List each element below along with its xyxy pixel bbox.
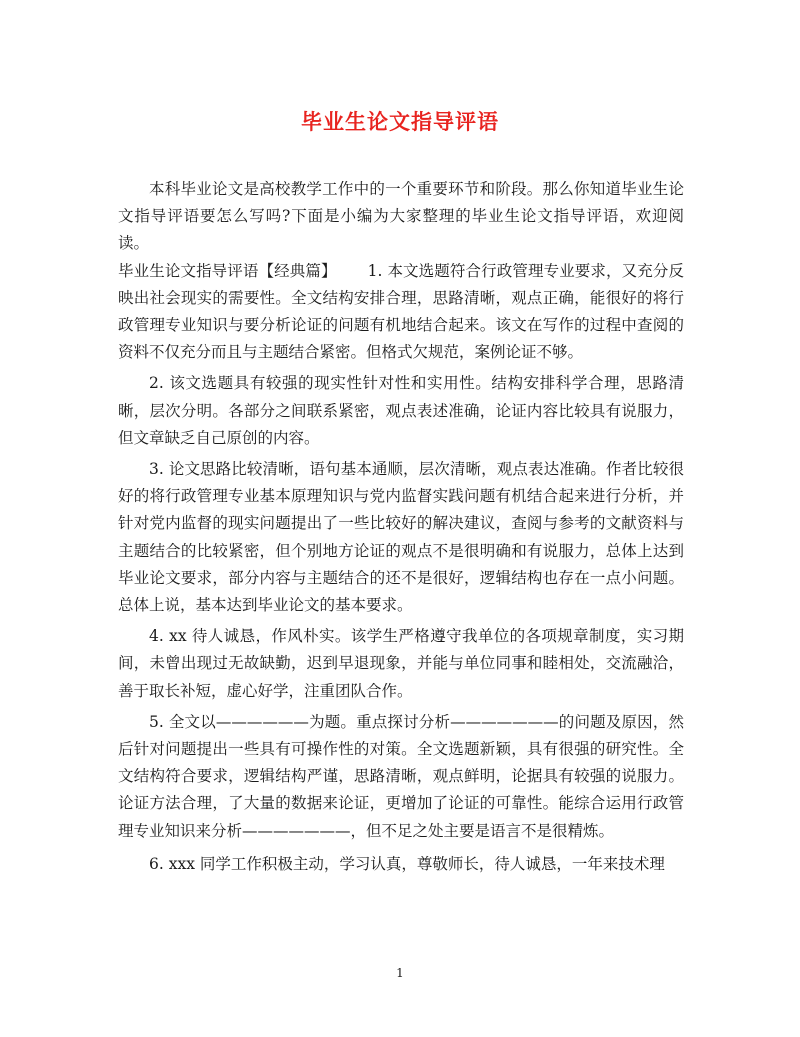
- comment-item-1: 1. 本文选题符合行政管理专业要求，又充分反映出社会现实的需要性。全文结构安排合理，思路清晰，观点正确，能很好的将行政管理专业知识与要分析论证的问题有机地结合起来。该文在写作的过程中查阅的资料不仅充分而且与主题结合紧密。但格式欠规范，案例论证不够。: [118, 261, 684, 362]
- document-title: 毕业生论文指导评语: [301, 109, 499, 134]
- comment-item-5: 5. 全文以——————为题。重点探讨分析———————的问题及原因，然后针对问题提出一些具有可操作性的对策。全文选题新颖，具有很强的研究性。全文结构符合要求，逻辑结构严谨，思路清晰，观点鲜明，论据具有较强的说服力。论证方法合理，了大量的数据来论证，更增加了论证的可靠性。能综合运用行政管理专业知识来分析———————，但不足之处主要是语言不是很精炼。: [118, 712, 684, 840]
- document-body: [118, 176, 684, 878]
- section-paragraph: [118, 258, 684, 367]
- section-heading: 毕业生论文指导评语【经典篇】: [118, 261, 337, 280]
- page-number: 1: [396, 966, 404, 980]
- comment-item-6: 6. xxx 同学工作积极主动，学习认真，尊敬师长，待人诚恳，一年来技术理: [149, 854, 665, 873]
- intro-paragraph: 本科毕业论文是高校教学工作中的一个重要环节和阶段。那么你知道毕业生论文指导评语要怎么写吗?下面是小编为大家整理的毕业生论文指导评语，欢迎阅读。: [118, 180, 684, 253]
- comment-item-3: 3. 论文思路比较清晰，语句基本通顺，层次清晰，观点表达准确。作者比较很好的将行政管理专业基本原理知识与党内监督实践问题有机结合起来进行分析，并针对党内监督的现实问题提出了一些比较好的解决建议，查阅与参考的文献资料与主题结合的比较紧密，但个别地方论证的观点不是很明确和有说服力，总体上达到毕业论文要求，部分内容与主题结合的还不是很好，逻辑结构也存在一点小问题。总体上说，基本达到毕业论文的基本要求。: [118, 460, 684, 615]
- comment-item-2: 2. 该文选题具有较强的现实性针对性和实用性。结构安排科学合理，思路清晰，层次分明。各部分之间联系紧密，观点表述准确，论证内容比较具有说服力，但文章缺乏自己原创的内容。: [118, 374, 684, 447]
- comment-item-4: 4. xx 待人诚恳，作风朴实。该学生严格遵守我单位的各项规章制度，实习期间，未曾出现过无故缺勤，迟到早退现象，并能与单位同事和睦相处，交流融洽，善于取长补短，虚心好学，注重团队合作。: [118, 627, 684, 700]
